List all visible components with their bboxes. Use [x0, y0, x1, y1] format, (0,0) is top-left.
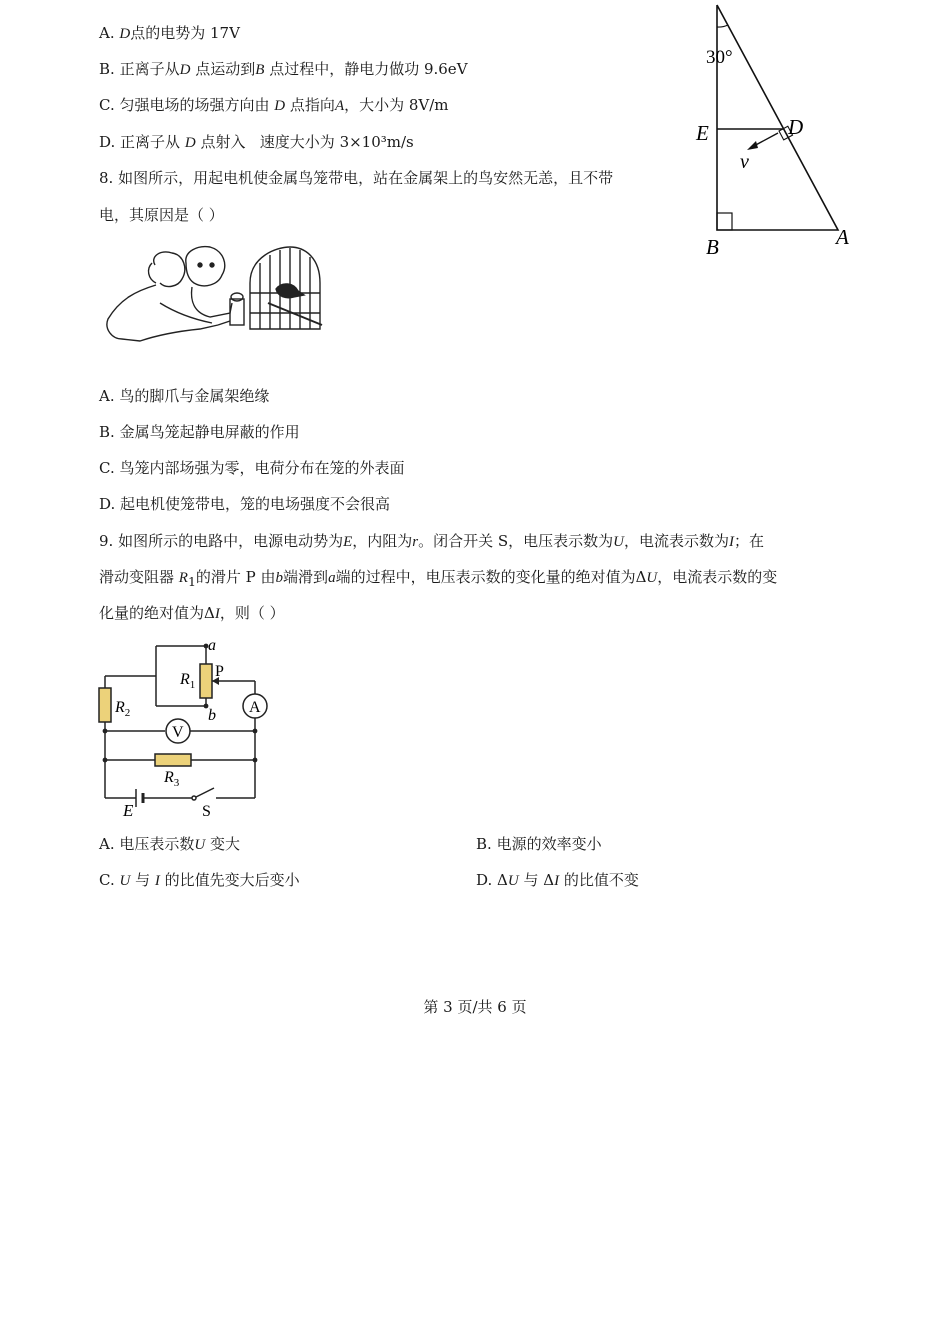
- var-D: D: [184, 135, 196, 151]
- resistor-R2: [99, 688, 111, 722]
- option-text: 的比值不变: [559, 871, 639, 889]
- static-machine: [230, 299, 244, 325]
- var-b: b: [275, 570, 284, 586]
- option-label: D.: [99, 495, 116, 513]
- R2-subscript: 2: [124, 707, 131, 719]
- option-text: 正离子从: [119, 60, 180, 78]
- option-label: D.: [99, 133, 116, 151]
- var-D: D: [179, 62, 191, 78]
- point-E-label: E: [696, 121, 709, 145]
- child-eye: [210, 263, 214, 267]
- right-angle-mark: [717, 213, 732, 230]
- option-text: 点的电势为 17V: [130, 24, 240, 42]
- var-I: I: [729, 534, 735, 550]
- var-U: U: [646, 570, 658, 586]
- child-head-left: [154, 252, 185, 287]
- option-text: 点过程中，静电力做功 9.6eV: [269, 60, 468, 78]
- stem-text: ，电流表示数为: [624, 532, 730, 550]
- option-text: 与: [130, 871, 155, 889]
- q7-option-a: [99, 23, 240, 44]
- static-machine-top: [231, 293, 243, 301]
- stem-text: ；在: [734, 532, 765, 550]
- ammeter-label: A: [249, 699, 261, 716]
- node: [103, 729, 108, 734]
- stem-text: 9. 如图所示的电路中，电源电动势为: [99, 532, 344, 550]
- stem-text: ，则（ ）: [219, 604, 285, 622]
- option-label: C.: [99, 96, 115, 114]
- child-body-right: [192, 287, 232, 317]
- q9-option-a: [99, 834, 240, 855]
- option-label: C.: [99, 871, 115, 889]
- option-text: 金属鸟笼起静电屏蔽的作用: [119, 423, 300, 441]
- angle-label: 30°: [706, 47, 733, 68]
- angle-arc: [717, 25, 728, 27]
- resistor-R3: [155, 754, 191, 766]
- q8-stem-line2: 电，其原因是（ ）: [99, 206, 224, 224]
- R1-subscript: 1: [189, 679, 196, 691]
- var-B: B: [255, 62, 265, 78]
- q8-option-a: [99, 386, 269, 406]
- option-text: 电源的效率变小: [496, 835, 602, 853]
- var-R: R: [178, 570, 188, 586]
- var-r: r: [412, 534, 419, 550]
- subscript: 1: [187, 574, 196, 589]
- stem-text: ，内阻为: [352, 532, 413, 550]
- q9-option-b: [476, 834, 602, 854]
- point-A-label: A: [836, 225, 849, 249]
- R1-letter: R: [180, 671, 190, 688]
- option-label: A.: [99, 835, 115, 853]
- stem-text: 。闭合开关 S，电压表示数为: [418, 532, 614, 550]
- switch-contact: [192, 796, 196, 800]
- stem-text: 端的过程中，电压表示数的变化量的绝对值为Δ: [335, 568, 647, 586]
- metal-perch: [268, 303, 322, 325]
- var-I: I: [214, 606, 220, 622]
- option-text: 正离子从: [120, 133, 181, 151]
- option-label: A.: [99, 387, 115, 405]
- option-text: 点指向: [289, 96, 335, 114]
- option-text: 的比值先变大后变小: [159, 871, 300, 889]
- option-text: 鸟的脚爪与金属架绝缘: [119, 387, 270, 405]
- R1-label: [179, 671, 195, 691]
- birdcage-illustration: [100, 243, 325, 353]
- option-text: 鸟笼内部场强为零，电荷分布在笼的外表面: [119, 459, 405, 477]
- var-I: I: [554, 873, 560, 889]
- slider-P-label: P: [215, 663, 224, 680]
- option-text: 速度大小为 3×10³m/s: [259, 133, 414, 151]
- R3-subscript: 3: [173, 777, 180, 789]
- var-A: A: [334, 98, 345, 114]
- node: [253, 758, 258, 763]
- q8-option-c: [99, 458, 405, 478]
- stem-text: 化量的绝对值为Δ: [99, 604, 215, 622]
- q8-option-d: [99, 494, 390, 514]
- point-B-label: B: [706, 235, 719, 259]
- option-text: 点运动到: [195, 60, 256, 78]
- option-text: 变大: [205, 835, 241, 853]
- option-text: 起电机使笼带电，笼的电场强度不会很高: [120, 495, 391, 513]
- option-label: B.: [99, 423, 115, 441]
- resistor-R1: [200, 664, 212, 698]
- var-U: U: [119, 873, 131, 889]
- option-label: C.: [99, 459, 115, 477]
- child-head-right: [186, 247, 225, 286]
- R2-letter: R: [115, 699, 125, 716]
- voltmeter-label: V: [172, 724, 184, 741]
- option-text: 点射入: [200, 133, 246, 151]
- switch-S: [196, 788, 214, 797]
- option-text: 电压表示数: [119, 835, 195, 853]
- var-U: U: [613, 534, 625, 550]
- battery-E-label: E: [123, 801, 134, 820]
- q9-option-c: [99, 870, 300, 891]
- var-E: E: [343, 534, 353, 550]
- velocity-label: v: [740, 151, 749, 173]
- wire: [218, 321, 230, 325]
- point-D-label: D: [788, 115, 804, 139]
- q9-option-d: [476, 870, 639, 891]
- q8-stem-line1: 8. 如图所示，用起电机使金属鸟笼带电，站在金属架上的鸟安然无恙，且不带: [99, 169, 614, 187]
- var-D: D: [119, 26, 131, 42]
- var-U: U: [194, 837, 206, 853]
- option-label: B.: [476, 835, 492, 853]
- var-D: D: [274, 98, 286, 114]
- child-arm-left: [160, 303, 212, 323]
- node: [253, 729, 258, 734]
- R3-letter: R: [164, 769, 174, 786]
- child-eye: [198, 263, 202, 267]
- delta-symbol: Δ: [497, 871, 508, 889]
- stem-text: 的滑片 P 由: [195, 568, 276, 586]
- q7-option-d: [99, 132, 414, 153]
- option-label: A.: [99, 24, 115, 42]
- q9-stem-line3: [99, 603, 285, 624]
- velocity-arrowhead: [747, 141, 758, 150]
- option-text: 与 Δ: [518, 871, 555, 889]
- node: [103, 758, 108, 763]
- q7-option-c: [99, 95, 449, 116]
- terminal-b-label: b: [208, 707, 216, 724]
- terminal-a-label: a: [208, 637, 216, 654]
- child-hair-left: [149, 263, 156, 283]
- q9-stem-line2: [99, 567, 777, 592]
- var-I: I: [154, 873, 160, 889]
- stem-text: 滑动变阻器: [99, 568, 179, 586]
- R2-label: [114, 699, 130, 719]
- var-U: U: [507, 873, 519, 889]
- option-label: B.: [99, 60, 115, 78]
- q8-option-b: [99, 422, 300, 442]
- triangle-figure: [690, 0, 860, 262]
- var-a: a: [328, 570, 336, 586]
- option-text: 匀强电场的场强方向由: [119, 96, 270, 114]
- triangle-outline: [717, 5, 838, 230]
- switch-S-label: S: [202, 803, 211, 820]
- stem-text: 端滑到: [283, 568, 329, 586]
- R3-label: [163, 769, 180, 789]
- stem-text: ，电流表示数的变: [657, 568, 778, 586]
- q7-option-b: [99, 59, 468, 80]
- option-text: ，大小为 8V/m: [344, 96, 449, 114]
- page-footer: 第 3 页/共 6 页: [423, 998, 527, 1016]
- circuit-diagram: [90, 636, 290, 820]
- q9-stem-line1: [99, 531, 764, 552]
- option-label: D.: [476, 871, 493, 889]
